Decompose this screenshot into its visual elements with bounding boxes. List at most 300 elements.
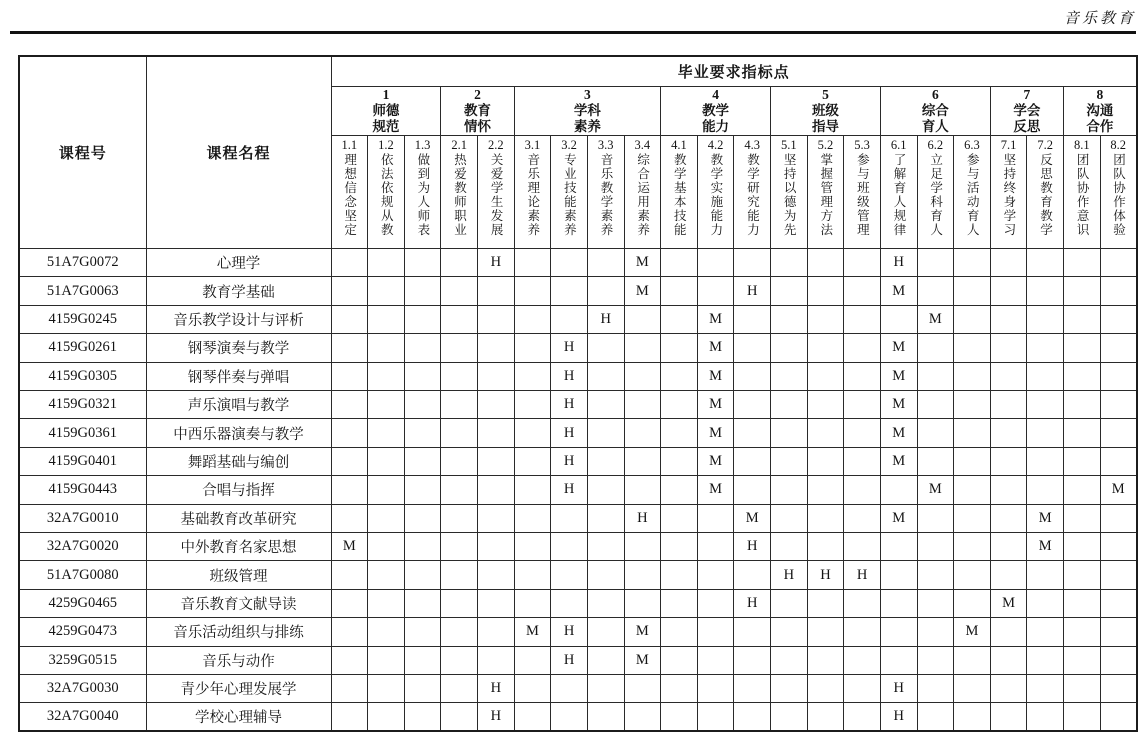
mark-cell-1.1 xyxy=(331,419,368,447)
mark-cell-8.1 xyxy=(1064,674,1101,702)
course-name-header: 课程名程 xyxy=(146,56,331,249)
mark-cell-3.2: H xyxy=(551,419,588,447)
mark-cell-4.1 xyxy=(661,249,698,277)
mark-cell-1.3 xyxy=(404,561,441,589)
mark-cell-3.3 xyxy=(587,391,624,419)
mark-cell-4.1 xyxy=(661,703,698,731)
indicator-header-1.1 xyxy=(331,136,368,249)
mark-cell-7.1 xyxy=(990,249,1027,277)
mark-cell-2.2: H xyxy=(478,249,515,277)
mark-cell-4.2: M xyxy=(697,476,734,504)
mark-cell-6.3 xyxy=(954,419,991,447)
indicator-label-vertical: 了解育人规律 xyxy=(891,153,906,238)
mark-cell-7.2: M xyxy=(1027,532,1064,560)
mark-cell-3.3 xyxy=(587,532,624,560)
mark-cell-3.3 xyxy=(587,589,624,617)
mark-cell-5.2 xyxy=(807,305,844,333)
indicator-label-vertical: 掌握管理方法 xyxy=(818,153,833,238)
mark-cell-5.3 xyxy=(844,504,881,532)
mark-cell-4.1 xyxy=(661,447,698,475)
mark-cell-1.1 xyxy=(331,447,368,475)
mark-cell-6.3 xyxy=(954,476,991,504)
indicator-label-vertical: 理想信念坚定 xyxy=(342,153,357,238)
mark-cell-4.2 xyxy=(697,618,734,646)
mark-cell-3.4 xyxy=(624,447,661,475)
mark-cell-5.2 xyxy=(807,249,844,277)
group-name-line1: 学会 xyxy=(1013,102,1041,118)
mark-cell-6.3 xyxy=(954,334,991,362)
mark-cell-6.3 xyxy=(954,391,991,419)
mark-cell-3.2: H xyxy=(551,391,588,419)
group-number: 1 xyxy=(382,86,390,102)
mark-cell-6.2 xyxy=(917,561,954,589)
indicator-number: 4.1 xyxy=(671,138,687,153)
mark-cell-8.1 xyxy=(1064,277,1101,305)
header-rule xyxy=(10,31,1136,34)
group-name-line1: 教学 xyxy=(702,102,730,118)
mark-cell-3.3 xyxy=(587,646,624,674)
mark-cell-6.3 xyxy=(954,362,991,390)
indicator-header-1.2 xyxy=(368,136,405,249)
mark-cell-3.4 xyxy=(624,334,661,362)
mark-cell-2.1 xyxy=(441,277,478,305)
indicator-header-4.2 xyxy=(697,136,734,249)
mark-cell-7.2 xyxy=(1027,646,1064,674)
course-row-32A7G0020 xyxy=(19,532,1137,560)
mark-cell-3.3 xyxy=(587,561,624,589)
mark-cell-4.3: M xyxy=(734,504,771,532)
course-row-4159G0361 xyxy=(19,419,1137,447)
mark-cell-4.1 xyxy=(661,589,698,617)
mark-cell-7.1 xyxy=(990,447,1027,475)
mark-cell-8.2 xyxy=(1100,334,1137,362)
mark-cell-5.2 xyxy=(807,447,844,475)
mark-cell-8.1 xyxy=(1064,362,1101,390)
mark-cell-8.2 xyxy=(1100,305,1137,333)
mark-cell-6.3: M xyxy=(954,618,991,646)
mark-cell-2.1 xyxy=(441,532,478,560)
course-name-cell: 教育学基础 xyxy=(146,277,331,305)
mark-cell-3.1 xyxy=(514,419,551,447)
mark-cell-3.3 xyxy=(587,674,624,702)
mark-cell-8.1 xyxy=(1064,476,1101,504)
mark-cell-5.1 xyxy=(771,391,808,419)
mark-cell-7.1 xyxy=(990,674,1027,702)
mark-cell-3.1 xyxy=(514,561,551,589)
group-name-line2: 素养 xyxy=(573,118,601,134)
mark-cell-3.4: M xyxy=(624,249,661,277)
mark-cell-6.1: H xyxy=(880,249,917,277)
group-number: 8 xyxy=(1096,86,1104,102)
indicator-label-vertical: 做到为人师表 xyxy=(415,153,430,238)
graduation-requirements-banner: 毕业要求指标点 xyxy=(331,56,1137,86)
mark-cell-1.1 xyxy=(331,277,368,305)
mark-cell-2.1 xyxy=(441,305,478,333)
mark-cell-5.3 xyxy=(844,476,881,504)
mark-cell-8.2 xyxy=(1100,589,1137,617)
mark-cell-1.2 xyxy=(368,561,405,589)
course-code-cell: 32A7G0030 xyxy=(19,674,146,702)
mark-cell-8.1 xyxy=(1064,447,1101,475)
mark-cell-3.1 xyxy=(514,334,551,362)
mark-cell-6.1: M xyxy=(880,334,917,362)
mark-cell-1.3 xyxy=(404,532,441,560)
mark-cell-5.3 xyxy=(844,362,881,390)
mark-cell-3.4: M xyxy=(624,277,661,305)
course-name-cell: 心理学 xyxy=(146,249,331,277)
mark-cell-5.1: H xyxy=(771,561,808,589)
mark-cell-6.1: H xyxy=(880,703,917,731)
mark-cell-6.1: M xyxy=(880,362,917,390)
mark-cell-2.2 xyxy=(478,334,515,362)
mark-cell-7.2 xyxy=(1027,391,1064,419)
course-code-cell: 51A7G0072 xyxy=(19,249,146,277)
mark-cell-7.1 xyxy=(990,305,1027,333)
mark-cell-7.2 xyxy=(1027,334,1064,362)
mark-cell-1.1 xyxy=(331,646,368,674)
course-row-4159G0401 xyxy=(19,447,1137,475)
mark-cell-3.1 xyxy=(514,674,551,702)
mark-cell-7.2 xyxy=(1027,447,1064,475)
mark-cell-2.2 xyxy=(478,447,515,475)
course-code-cell: 4259G0473 xyxy=(19,618,146,646)
mark-cell-1.2 xyxy=(368,362,405,390)
mark-cell-2.2 xyxy=(478,362,515,390)
group-number: 7 xyxy=(1023,86,1031,102)
indicator-label-vertical: 立足学科育人 xyxy=(928,153,943,238)
course-indicator-matrix xyxy=(18,55,1138,732)
mark-cell-3.4 xyxy=(624,532,661,560)
indicator-header-3.2 xyxy=(551,136,588,249)
mark-cell-5.1 xyxy=(771,504,808,532)
mark-cell-3.2: H xyxy=(551,646,588,674)
course-code-cell: 32A7G0010 xyxy=(19,504,146,532)
indicator-header-5.2 xyxy=(807,136,844,249)
indicator-number: 5.1 xyxy=(781,138,797,153)
mark-cell-4.1 xyxy=(661,561,698,589)
group-name-line2: 反思 xyxy=(1013,118,1041,134)
mark-cell-8.2 xyxy=(1100,249,1137,277)
mark-cell-7.2 xyxy=(1027,277,1064,305)
mark-cell-3.4 xyxy=(624,561,661,589)
mark-cell-5.1 xyxy=(771,447,808,475)
mark-cell-3.2 xyxy=(551,589,588,617)
mark-cell-5.2 xyxy=(807,532,844,560)
mark-cell-6.3 xyxy=(954,646,991,674)
mark-cell-6.1: M xyxy=(880,391,917,419)
mark-cell-7.1 xyxy=(990,334,1027,362)
mark-cell-4.3 xyxy=(734,476,771,504)
mark-cell-1.3 xyxy=(404,476,441,504)
indicator-number: 6.1 xyxy=(890,138,907,153)
mark-cell-4.1 xyxy=(661,334,698,362)
mark-cell-6.1 xyxy=(880,561,917,589)
mark-cell-5.2 xyxy=(807,419,844,447)
indicator-header-7.2 xyxy=(1027,136,1064,249)
indicator-label-vertical: 音乐教学素养 xyxy=(598,153,613,238)
mark-cell-2.1 xyxy=(441,391,478,419)
mark-cell-5.3 xyxy=(844,419,881,447)
mark-cell-3.3: H xyxy=(587,305,624,333)
mark-cell-4.3: H xyxy=(734,277,771,305)
mark-cell-1.2 xyxy=(368,249,405,277)
mark-cell-3.4 xyxy=(624,391,661,419)
mark-cell-3.2 xyxy=(551,674,588,702)
mark-cell-6.1: H xyxy=(880,674,917,702)
indicator-label-vertical: 热爱教师职业 xyxy=(452,153,467,238)
mark-cell-8.2 xyxy=(1100,561,1137,589)
mark-cell-3.3 xyxy=(587,362,624,390)
group-name-line2: 规范 xyxy=(372,118,400,134)
mark-cell-7.1 xyxy=(990,419,1027,447)
mark-cell-5.3 xyxy=(844,277,881,305)
mark-cell-3.4 xyxy=(624,476,661,504)
mark-cell-5.3 xyxy=(844,249,881,277)
indicator-label-vertical: 参与活动育人 xyxy=(965,153,980,238)
mark-cell-8.2 xyxy=(1100,618,1137,646)
mark-cell-4.2: M xyxy=(697,334,734,362)
mark-cell-4.2: M xyxy=(697,305,734,333)
mark-cell-3.3 xyxy=(587,277,624,305)
mark-cell-1.1: M xyxy=(331,532,368,560)
group-header-3 xyxy=(514,86,661,136)
mark-cell-3.3 xyxy=(587,419,624,447)
mark-cell-7.2 xyxy=(1027,249,1064,277)
mark-cell-8.2 xyxy=(1100,391,1137,419)
mark-cell-8.1 xyxy=(1064,703,1101,731)
mark-cell-6.1 xyxy=(880,618,917,646)
indicator-label-vertical: 关爱学生发展 xyxy=(489,153,504,238)
mark-cell-7.1 xyxy=(990,391,1027,419)
indicator-label-vertical: 教学基本技能 xyxy=(672,153,687,238)
mark-cell-5.1 xyxy=(771,277,808,305)
course-name-cell: 中外教育名家思想 xyxy=(146,532,331,560)
mark-cell-4.1 xyxy=(661,618,698,646)
indicator-header-6.1 xyxy=(880,136,917,249)
mark-cell-4.1 xyxy=(661,419,698,447)
mark-cell-1.3 xyxy=(404,618,441,646)
indicator-label-vertical: 依法依规从教 xyxy=(379,153,394,238)
mark-cell-3.3 xyxy=(587,703,624,731)
mark-cell-7.1 xyxy=(990,561,1027,589)
mark-cell-4.1 xyxy=(661,362,698,390)
mark-cell-3.4 xyxy=(624,419,661,447)
mark-cell-8.2 xyxy=(1100,362,1137,390)
mark-cell-5.2 xyxy=(807,277,844,305)
mark-cell-3.3 xyxy=(587,618,624,646)
mark-cell-3.4: M xyxy=(624,618,661,646)
mark-cell-2.2 xyxy=(478,419,515,447)
mark-cell-3.3 xyxy=(587,334,624,362)
mark-cell-5.2 xyxy=(807,362,844,390)
mark-cell-1.3 xyxy=(404,249,441,277)
mark-cell-6.2 xyxy=(917,391,954,419)
mark-cell-3.1 xyxy=(514,249,551,277)
mark-cell-6.2 xyxy=(917,334,954,362)
mark-cell-2.2 xyxy=(478,532,515,560)
mark-cell-5.1 xyxy=(771,589,808,617)
mark-cell-8.1 xyxy=(1064,504,1101,532)
course-row-51A7G0080 xyxy=(19,561,1137,589)
indicator-label-vertical: 综合运用素养 xyxy=(635,153,650,238)
mark-cell-1.1 xyxy=(331,674,368,702)
mark-cell-1.2 xyxy=(368,476,405,504)
mark-cell-6.3 xyxy=(954,447,991,475)
mark-cell-6.3 xyxy=(954,305,991,333)
mark-cell-6.3 xyxy=(954,674,991,702)
mark-cell-8.1 xyxy=(1064,419,1101,447)
course-code-cell: 4159G0261 xyxy=(19,334,146,362)
course-code-cell: 32A7G0020 xyxy=(19,532,146,560)
mark-cell-8.1 xyxy=(1064,561,1101,589)
mark-cell-2.1 xyxy=(441,419,478,447)
mark-cell-3.4 xyxy=(624,305,661,333)
group-header-4 xyxy=(661,86,771,136)
mark-cell-1.1 xyxy=(331,618,368,646)
group-header-5 xyxy=(771,86,881,136)
mark-cell-2.2 xyxy=(478,561,515,589)
mark-cell-5.3 xyxy=(844,646,881,674)
mark-cell-5.1 xyxy=(771,249,808,277)
mark-cell-8.2 xyxy=(1100,674,1137,702)
mark-cell-3.1 xyxy=(514,703,551,731)
mark-cell-1.2 xyxy=(368,504,405,532)
mark-cell-1.1 xyxy=(331,504,368,532)
mark-cell-5.3 xyxy=(844,305,881,333)
indicator-header-3.4 xyxy=(624,136,661,249)
mark-cell-3.4 xyxy=(624,703,661,731)
course-row-32A7G0040 xyxy=(19,703,1137,731)
mark-cell-5.1 xyxy=(771,476,808,504)
mark-cell-4.2 xyxy=(697,504,734,532)
mark-cell-1.2 xyxy=(368,646,405,674)
course-row-4159G0245 xyxy=(19,305,1137,333)
mark-cell-2.1 xyxy=(441,589,478,617)
mark-cell-3.1 xyxy=(514,277,551,305)
group-number: 3 xyxy=(584,86,591,102)
mark-cell-2.2 xyxy=(478,646,515,674)
indicator-header-1.3 xyxy=(404,136,441,249)
mark-cell-1.1 xyxy=(331,249,368,277)
indicator-label-vertical: 音乐理论素养 xyxy=(525,153,540,238)
mark-cell-4.2: M xyxy=(697,447,734,475)
mark-cell-6.1 xyxy=(880,589,917,617)
mark-cell-1.3 xyxy=(404,589,441,617)
group-header-6 xyxy=(880,86,990,136)
course-code-cell: 51A7G0080 xyxy=(19,561,146,589)
group-name-line1: 沟通 xyxy=(1086,102,1114,118)
mark-cell-2.2 xyxy=(478,589,515,617)
indicator-number: 5.3 xyxy=(854,138,870,153)
mark-cell-6.3 xyxy=(954,504,991,532)
mark-cell-7.2 xyxy=(1027,476,1064,504)
mark-cell-6.2: M xyxy=(917,305,954,333)
indicator-label-vertical: 坚持以德为先 xyxy=(782,153,797,238)
mark-cell-7.1 xyxy=(990,362,1027,390)
mark-cell-8.1 xyxy=(1064,618,1101,646)
mark-cell-4.3 xyxy=(734,334,771,362)
page-header-title: 音乐教育 xyxy=(1063,11,1136,27)
mark-cell-3.2: H xyxy=(551,618,588,646)
indicator-label-vertical: 反思教育教学 xyxy=(1038,153,1053,238)
mark-cell-4.3: H xyxy=(734,532,771,560)
group-name-line2: 合作 xyxy=(1086,118,1114,134)
mark-cell-6.1: M xyxy=(880,419,917,447)
indicator-number: 6.3 xyxy=(964,138,980,153)
course-row-4159G0443 xyxy=(19,476,1137,504)
mark-cell-5.1 xyxy=(771,362,808,390)
indicator-number: 2.1 xyxy=(451,138,467,153)
course-name-cell: 中西乐器演奏与教学 xyxy=(146,419,331,447)
matrix-header xyxy=(19,56,1137,249)
mark-cell-2.1 xyxy=(441,447,478,475)
mark-cell-8.1 xyxy=(1064,305,1101,333)
group-name-line2: 指导 xyxy=(811,118,839,134)
mark-cell-2.2 xyxy=(478,504,515,532)
mark-cell-6.2 xyxy=(917,277,954,305)
mark-cell-1.1 xyxy=(331,305,368,333)
mark-cell-4.1 xyxy=(661,391,698,419)
mark-cell-5.1 xyxy=(771,532,808,560)
mark-cell-5.1 xyxy=(771,419,808,447)
banner-row xyxy=(19,56,1137,86)
mark-cell-3.1 xyxy=(514,646,551,674)
mark-cell-2.2 xyxy=(478,391,515,419)
indicator-header-8.2 xyxy=(1100,136,1137,249)
indicator-number: 6.2 xyxy=(927,138,944,153)
mark-cell-4.1 xyxy=(661,504,698,532)
mark-cell-2.2 xyxy=(478,277,515,305)
mark-cell-3.1 xyxy=(514,305,551,333)
mark-cell-4.1 xyxy=(661,476,698,504)
group-name-line1: 班级 xyxy=(811,102,839,118)
course-code-cell: 4159G0321 xyxy=(19,391,146,419)
indicator-number: 4.2 xyxy=(707,138,724,153)
indicator-number: 3.4 xyxy=(634,138,651,153)
mark-cell-7.1 xyxy=(990,703,1027,731)
mark-cell-7.1 xyxy=(990,646,1027,674)
indicator-number: 3.2 xyxy=(561,138,577,153)
mark-cell-8.1 xyxy=(1064,391,1101,419)
mark-cell-3.2 xyxy=(551,703,588,731)
mark-cell-6.2 xyxy=(917,362,954,390)
indicator-number: 4.3 xyxy=(744,138,760,153)
mark-cell-3.2: H xyxy=(551,476,588,504)
mark-cell-4.3 xyxy=(734,391,771,419)
mark-cell-3.4: M xyxy=(624,646,661,674)
mark-cell-3.3 xyxy=(587,476,624,504)
mark-cell-4.3 xyxy=(734,674,771,702)
mark-cell-3.3 xyxy=(587,447,624,475)
indicator-header-6.2 xyxy=(917,136,954,249)
mark-cell-3.2: H xyxy=(551,447,588,475)
mark-cell-5.2 xyxy=(807,504,844,532)
indicator-label-vertical: 专业技能素养 xyxy=(562,153,577,238)
mark-cell-4.3 xyxy=(734,561,771,589)
mark-cell-4.3 xyxy=(734,249,771,277)
indicator-number: 8.2 xyxy=(1110,138,1127,153)
mark-cell-6.3 xyxy=(954,249,991,277)
mark-cell-5.3 xyxy=(844,532,881,560)
course-name-cell: 基础教育改革研究 xyxy=(146,504,331,532)
mark-cell-5.3 xyxy=(844,618,881,646)
mark-cell-8.1 xyxy=(1064,334,1101,362)
course-row-4259G0473 xyxy=(19,618,1137,646)
mark-cell-5.1 xyxy=(771,618,808,646)
mark-cell-5.2 xyxy=(807,618,844,646)
mark-cell-8.2 xyxy=(1100,646,1137,674)
mark-cell-6.1 xyxy=(880,476,917,504)
